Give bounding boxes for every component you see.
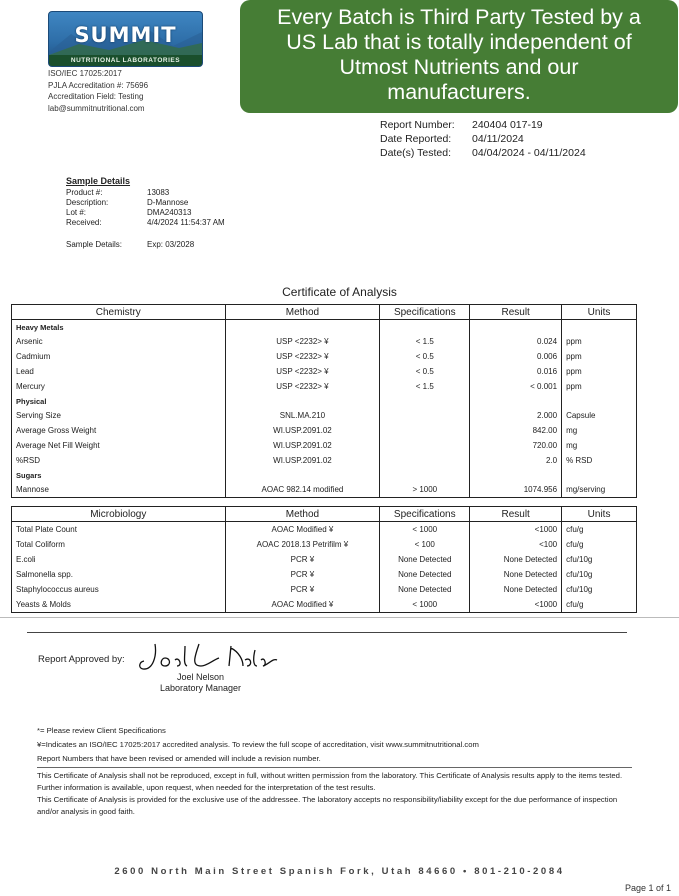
cell-method: USP <2232> ¥ (225, 349, 380, 364)
product-value: 13083 (147, 188, 170, 197)
lab-iso: ISO/IEC 17025:2017 (48, 69, 122, 78)
section-spacer (470, 394, 562, 408)
cell-units: % RSD (562, 453, 637, 468)
notes (37, 724, 479, 766)
description-value: D-Mannose (147, 198, 189, 207)
cell-test: Staphylococcus aureus (12, 582, 226, 597)
header-units: Units (562, 507, 637, 522)
signature (135, 636, 280, 676)
section-name: Heavy Metals (12, 320, 226, 335)
date-reported-label: Date Reported: (380, 133, 452, 145)
cell-method: AOAC Modified ¥ (225, 522, 380, 538)
cell-specification (380, 408, 470, 423)
table-row (12, 482, 637, 498)
cell-method: AOAC 2018.13 Petrifilm ¥ (225, 537, 380, 552)
cell-test: Salmonella spp. (12, 567, 226, 582)
dates-tested-label: Date(s) Tested: (380, 147, 452, 159)
table-row (12, 334, 637, 349)
section-spacer (562, 394, 637, 408)
cell-test: Mannose (12, 482, 226, 498)
section-spacer (470, 468, 562, 482)
table-row (12, 423, 637, 438)
lab-pjla: PJLA Accreditation #: 75696 (48, 80, 149, 90)
table-row (12, 552, 637, 567)
cell-specification: < 0.5 (380, 349, 470, 364)
coa-title: Certificate of Analysis (282, 285, 397, 299)
cell-units: mg (562, 438, 637, 453)
cell-result: 0.024 (470, 334, 562, 349)
cell-result: None Detected (470, 567, 562, 582)
cell-test: Average Gross Weight (12, 423, 226, 438)
table-header-row (12, 507, 637, 522)
cell-test: Mercury (12, 379, 226, 394)
header-test: Microbiology (12, 507, 226, 522)
microbiology-table (11, 506, 637, 613)
cell-test: Lead (12, 364, 226, 379)
table-row (12, 408, 637, 423)
cell-result: 720.00 (470, 438, 562, 453)
section-spacer (380, 320, 470, 335)
cell-method: USP <2232> ¥ (225, 379, 380, 394)
cell-test: Cadmium (12, 349, 226, 364)
cell-method: WI.USP.2091.02 (225, 453, 380, 468)
report-number-label: Report Number: (380, 119, 455, 131)
lab-address: 2600 North Main Street Spanish Fork, Utah 84660 • 801-210-2084 (114, 866, 565, 877)
cell-result: 842.00 (470, 423, 562, 438)
header-specifications: Specifications (380, 305, 470, 320)
received-value: 4/4/2024 11:54:37 AM (147, 218, 225, 227)
cell-specification (380, 453, 470, 468)
header-method: Method (225, 305, 380, 320)
disclaimer (37, 770, 637, 818)
description-label: Description: (66, 198, 109, 207)
cell-units: mg (562, 423, 637, 438)
cell-test: %RSD (12, 453, 226, 468)
signature-text: Joel L Nelson (135, 636, 142, 637)
date-reported-value: 04/11/2024 (472, 133, 524, 145)
cell-test: Arsenic (12, 334, 226, 349)
table-row (12, 582, 637, 597)
section-spacer (380, 394, 470, 408)
cell-specification: < 1.5 (380, 379, 470, 394)
chemistry-table (11, 304, 637, 498)
note-client-spec: *= Please review Client Specifications (37, 726, 166, 735)
sample-details-title: Sample Details (66, 176, 131, 186)
cell-specification (380, 423, 470, 438)
section-spacer (562, 468, 637, 482)
cell-specification: None Detected (380, 582, 470, 597)
table-row (12, 597, 637, 613)
cell-method: AOAC Modified ¥ (225, 597, 380, 613)
cell-units: ppm (562, 364, 637, 379)
dates-tested-value: 04/04/2024 - 04/11/2024 (472, 147, 586, 159)
cell-specification: < 1000 (380, 597, 470, 613)
cell-units: ppm (562, 379, 637, 394)
lab-email: lab@summitnutritional.com (48, 103, 145, 113)
table-row (12, 453, 637, 468)
cell-units: Capsule (562, 408, 637, 423)
cell-test: Total Plate Count (12, 522, 226, 538)
table-row (12, 537, 637, 552)
summit-logo (48, 11, 203, 67)
cell-result: <100 (470, 537, 562, 552)
cell-test: Serving Size (12, 408, 226, 423)
section-row (12, 468, 637, 482)
header-method: Method (225, 507, 380, 522)
sample-details-label: Sample Details: (66, 240, 123, 249)
sample-details-value: Exp: 03/2028 (147, 240, 195, 249)
banner-line: US Lab that is totally independent of (286, 30, 632, 54)
cell-result: 2.000 (470, 408, 562, 423)
cell-test: E.coli (12, 552, 226, 567)
approval-divider (27, 632, 627, 633)
cell-units: mg/serving (562, 482, 637, 498)
cell-specification: < 1.5 (380, 334, 470, 349)
section-name: Sugars (12, 468, 226, 482)
section-divider (0, 617, 679, 618)
cell-specification: > 1000 (380, 482, 470, 498)
cell-units: cfu/g (562, 597, 637, 613)
cell-units: ppm (562, 334, 637, 349)
cell-result: < 0.001 (470, 379, 562, 394)
signer (160, 672, 241, 694)
section-spacer (225, 394, 380, 408)
cell-result: None Detected (470, 552, 562, 567)
cell-method: AOAC 982.14 modified (225, 482, 380, 498)
received-label: Received: (66, 218, 102, 227)
cell-units: cfu/10g (562, 552, 637, 567)
cell-method: SNL.MA.210 (225, 408, 380, 423)
header-specifications: Specifications (380, 507, 470, 522)
cell-method: WI.USP.2091.02 (225, 423, 380, 438)
cell-test: Average Net Fill Weight (12, 438, 226, 453)
note-accreditation: ¥=Indicates an ISO/IEC 17025:2017 accredited analysis. To review the full scope of accreditation, visit www.summitnutritional.com (37, 740, 479, 749)
cell-units: ppm (562, 349, 637, 364)
table-row (12, 349, 637, 364)
lot-label: Lot #: (66, 208, 87, 217)
cell-result: <1000 (470, 597, 562, 613)
banner-line: manufacturers. (387, 80, 531, 104)
cell-method: WI.USP.2091.02 (225, 438, 380, 453)
section-row (12, 320, 637, 335)
cell-units: cfu/10g (562, 567, 637, 582)
table-row (12, 522, 637, 538)
section-spacer (225, 320, 380, 335)
cell-specification: < 100 (380, 537, 470, 552)
cell-result: None Detected (470, 582, 562, 597)
section-spacer (380, 468, 470, 482)
cell-result: 0.006 (470, 349, 562, 364)
cell-method: PCR ¥ (225, 582, 380, 597)
logo-name: SUMMIT (74, 23, 177, 47)
product-label: Product #: (66, 188, 103, 197)
lab-accreditation-field: Accreditation Field: Testing (48, 92, 144, 101)
sample-details (66, 176, 225, 250)
table-header-row (12, 305, 637, 320)
banner-line: Every Batch is Third Party Tested by a (277, 5, 641, 29)
report-info (380, 118, 586, 160)
section-name: Physical (12, 394, 226, 408)
banner-line: Utmost Nutrients and our (339, 55, 579, 79)
section-spacer (225, 468, 380, 482)
table-row (12, 379, 637, 394)
cell-specification (380, 438, 470, 453)
approved-by-label: Report Approved by: (38, 654, 125, 665)
cell-units: cfu/g (562, 522, 637, 538)
cell-method: USP <2232> ¥ (225, 334, 380, 349)
cell-specification: None Detected (380, 567, 470, 582)
cell-test: Total Coliform (12, 537, 226, 552)
table-row (12, 364, 637, 379)
disclaimer-liability: This Certificate of Analysis is provided for the exclusive use of the addressee. The laboratory accepts no responsibility/liability except for the due performance of inspection and/or analysis in good faith. (37, 795, 618, 816)
notes-divider (37, 767, 632, 768)
header-result: Result (470, 305, 562, 320)
cell-test: Yeasts & Molds (12, 597, 226, 613)
cell-result: 1074.956 (470, 482, 562, 498)
report-number-value: 240404 017-19 (472, 119, 543, 131)
cell-specification: < 1000 (380, 522, 470, 538)
cell-specification: None Detected (380, 552, 470, 567)
lab-info (48, 68, 148, 114)
cell-method: PCR ¥ (225, 552, 380, 567)
header-units: Units (562, 305, 637, 320)
cell-method: PCR ¥ (225, 567, 380, 582)
section-row (12, 394, 637, 408)
section-spacer (470, 320, 562, 335)
cell-specification: < 0.5 (380, 364, 470, 379)
lot-value: DMA240313 (147, 208, 192, 217)
cell-units: cfu/g (562, 537, 637, 552)
page-number: Page 1 of 1 (624, 883, 671, 893)
section-spacer (562, 320, 637, 335)
table-row (12, 567, 637, 582)
cell-result: 2.0 (470, 453, 562, 468)
signer-name: Joel Nelson (177, 672, 225, 682)
table-row (12, 438, 637, 453)
header-test: Chemistry (12, 305, 226, 320)
disclaimer-reproduction: This Certificate of Analysis shall not be reproduced, except in full, without written permission from the laboratory. This Certificate of Analysis results apply to the items tested. Further information is available, upon request, when needed for the interpretation of the test results. (37, 771, 623, 792)
cell-result: 0.016 (470, 364, 562, 379)
signer-title: Laboratory Manager (160, 683, 242, 693)
header-result: Result (470, 507, 562, 522)
third-party-banner (240, 0, 678, 113)
cell-result: <1000 (470, 522, 562, 538)
cell-method: USP <2232> ¥ (225, 364, 380, 379)
cell-units: cfu/10g (562, 582, 637, 597)
note-revision: Report Numbers that have been revised or amended will include a revision number. (37, 754, 321, 763)
logo-subtitle: NUTRITIONAL LABORATORIES (49, 55, 202, 66)
